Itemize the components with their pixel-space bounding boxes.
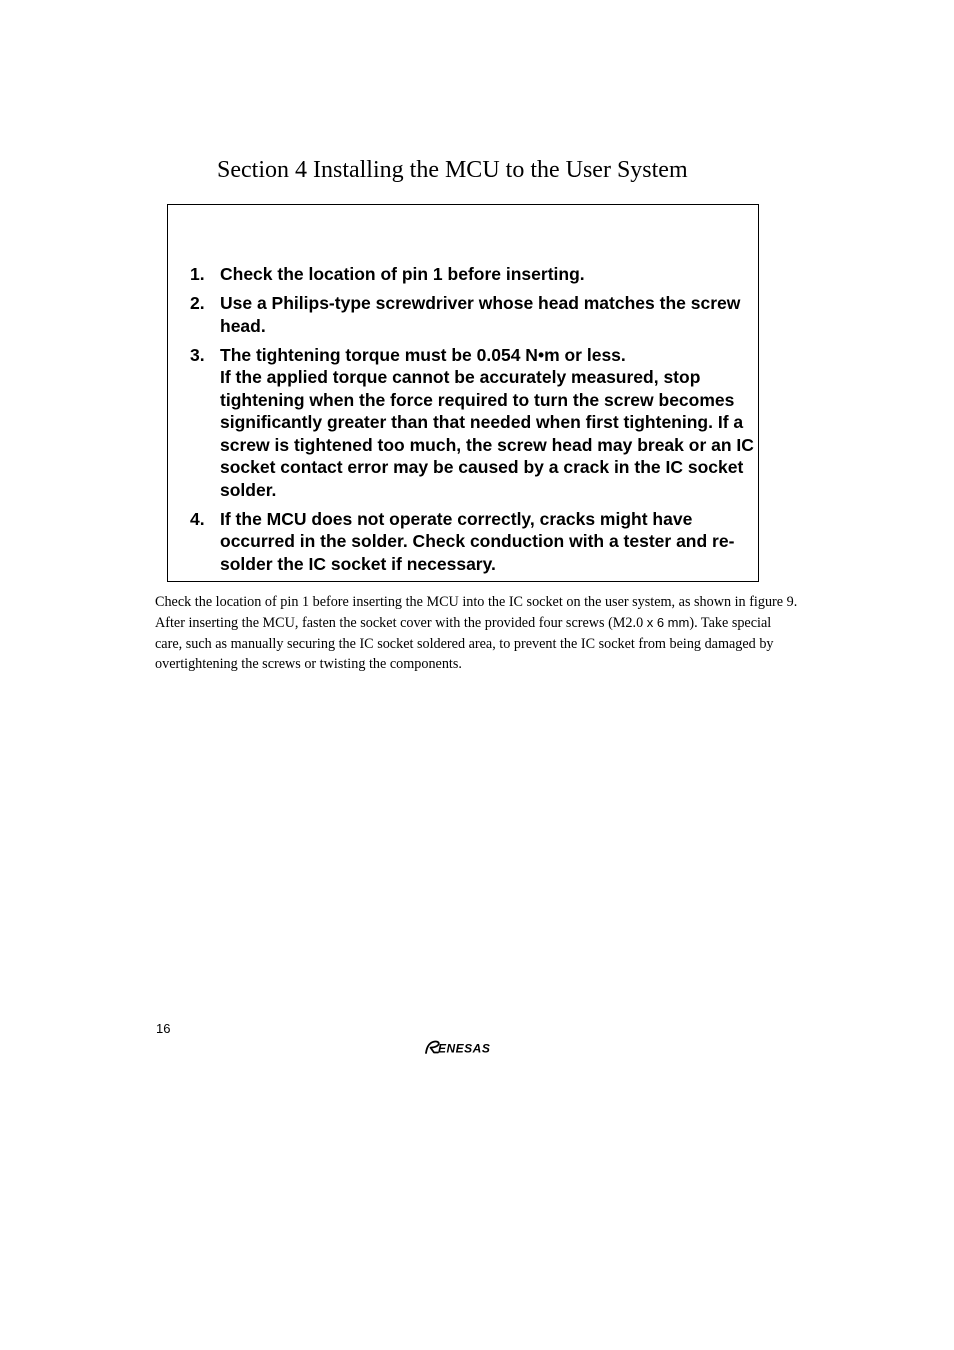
body-text-part3: ). Take special care, such as manually securing the IC socket soldered area, to prevent the IC socket from being damaged by overtightening the screws or twisting the components. [155, 614, 774, 673]
item-number: 2. [190, 293, 205, 313]
caution-list [190, 263, 755, 582]
item-text: Use a Philips-type screwdriver whose head matches the screw head. [220, 293, 741, 336]
svg-text:ENESAS: ENESAS [438, 1041, 491, 1056]
item-number: 3. [190, 344, 205, 365]
item-text: The tightening torque must be 0.054 N•m or less. [220, 344, 626, 365]
caution-item-2 [190, 292, 755, 337]
item-text-continued: If the applied torque cannot be accurately measured, stop tightening when the force required to turn the screw becomes significantly greater than that needed when first tightening. If a screw is tightened too much, the screw head may break or an IC socket contact error may be caused by a crack in the IC socket solder. [220, 367, 754, 500]
section-title: Section 4 Installing the MCU to the User System [217, 157, 688, 183]
caution-item-1 [190, 263, 755, 286]
times-symbol: x [646, 614, 654, 630]
item-text: If the MCU does not operate correctly, cracks might have occurred in the solder. Check conduction with a tester and re-solder the IC socket if necessary. [220, 508, 735, 574]
body-text-part2: 6 mm [653, 614, 690, 630]
page-number: 16 [156, 1021, 171, 1036]
item-body [220, 344, 755, 502]
item-number: 4. [190, 508, 205, 529]
item-text: Check the location of pin 1 before inserting. [220, 264, 585, 284]
caution-item-4 [190, 508, 755, 576]
body-text-part1: Check the location of pin 1 before inserting the MCU into the IC socket on the user system, as shown in figure 9. After inserting the MCU, fasten the socket cover with the provided four screws (M2.0 [155, 594, 798, 631]
body-paragraph [155, 592, 800, 675]
caution-item-3 [190, 344, 755, 502]
renesas-logo [424, 1038, 524, 1056]
item-number: 1. [190, 264, 205, 284]
caution-box [167, 204, 759, 582]
